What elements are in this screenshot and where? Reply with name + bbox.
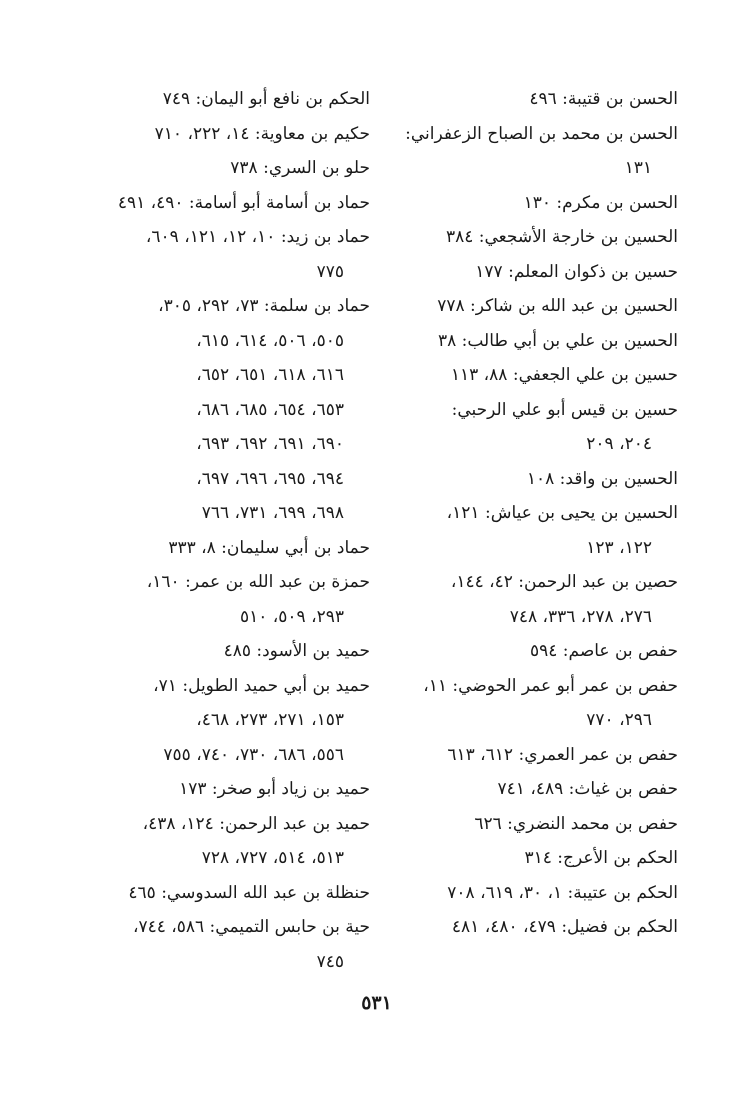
index-entry (398, 186, 678, 221)
entry-continuation: ٦٩٤، ٦٩٥، ٦٩٦، ٦٩٧، (196, 468, 344, 489)
entry-line: حميد بن عبد الرحمن: ١٢٤، ٤٣٨، (142, 813, 370, 834)
index-entry (96, 910, 370, 979)
entry-line: الحسين بن عبد الله بن شاكر: ٧٧٨ (437, 296, 678, 316)
entry-continuation: ٢٧٦، ٢٧٨، ٣٣٦، ٧٤٨ (509, 606, 652, 627)
index-entry (96, 289, 370, 531)
entry-continuation: ١٢٢، ١٢٣ (586, 537, 652, 558)
index-entry (398, 255, 678, 290)
entry-line: الحسن بن محمد بن الصباح الزعفراني: (405, 123, 678, 144)
entry-line: الحكم بن فضيل: ٤٧٩، ٤٨٠، ٤٨١ (451, 917, 678, 937)
index-entry (96, 876, 370, 911)
entry-line: حماد بن أسامة أبو أسامة: ٤٩٠، ٤٩١ (117, 192, 370, 213)
entry-continuation: ٥١٣، ٥١٤، ٧٢٧، ٧٢٨ (201, 848, 344, 868)
entry-continuation: ٢٩٣، ٥٠٩، ٥١٠ (240, 606, 344, 627)
entry-line: حنظلة بن عبد الله السدوسي: ٤٦٥ (128, 882, 370, 903)
entry-line: حصين بن عبد الرحمن: ٤٢، ١٤٤، (450, 572, 678, 592)
entry-line: حميد بن زياد أبو صخر: ١٧٣ (179, 779, 370, 799)
entry-line: حلو بن السري: ٧٣٨ (230, 158, 370, 178)
entry-line: الحكم بن نافع أبو اليمان: ٧٤٩ (162, 89, 370, 109)
index-entry (398, 738, 678, 773)
index-entry (398, 807, 678, 842)
index-entry (398, 358, 678, 393)
entry-line: الحسن بن قتيبة: ٤٩٦ (529, 89, 678, 109)
entry-line: حماد بن سلمة: ٧٣، ٢٩٢، ٣٠٥، (158, 296, 370, 316)
index-entry (398, 82, 678, 117)
entry-line: حفص بن غياث: ٤٨٩، ٧٤١ (497, 779, 678, 799)
entry-line: حسين بن ذكوان المعلم: ١٧٧ (475, 261, 678, 282)
entry-line: حماد بن أبي سليمان: ٨، ٣٣٣ (168, 537, 370, 558)
entry-continuation: ١٥٣، ٢٧١، ٢٧٣، ٤٦٨، (196, 710, 344, 730)
entry-line: حميد بن الأسود: ٤٨٥ (223, 641, 370, 661)
index-column-left (96, 82, 370, 979)
entry-line: حماد بن زيد: ١٠، ١٢، ١٢١، ٦٠٩، (145, 227, 370, 247)
index-entry (96, 82, 370, 117)
entry-continuation: ١٣١ (624, 158, 652, 178)
entry-line: حفص بن عمر أبو عمر الحوضي: ١١، (423, 675, 678, 696)
entry-continuation: ٦٩٠، ٦٩١، ٦٩٢، ٦٩٣، (196, 434, 344, 454)
entry-line: الحسن بن مكرم: ١٣٠ (523, 192, 678, 213)
entry-line: حسين بن قيس أبو علي الرحبي: (451, 399, 678, 420)
index-entry (96, 531, 370, 566)
index-entry (398, 772, 678, 807)
entry-line: حفص بن عاصم: ٥٩٤ (529, 641, 678, 661)
entry-line: حفص بن عمر العمري: ٦١٢، ٦١٣ (447, 744, 678, 765)
index-entry (96, 634, 370, 669)
entry-continuation: ٢٩٦، ٧٧٠ (586, 710, 652, 730)
index-entry (398, 324, 678, 359)
entry-line: الحكم بن الأعرج: ٣١٤ (524, 848, 678, 868)
index-entry (398, 220, 678, 255)
index-entry (398, 634, 678, 669)
entry-line: الحسين بن واقد: ١٠٨ (526, 468, 678, 489)
entry-line: حميد بن أبي حميد الطويل: ٧١، (153, 675, 370, 696)
index-entry (398, 910, 678, 945)
index-column-right (398, 82, 678, 945)
entry-line: الحسين بن يحيى بن عياش: ١٢١، (446, 503, 678, 523)
index-entry (398, 393, 678, 462)
entry-continuation: ٢٠٤، ٢٠٩ (586, 434, 652, 454)
index-entry (96, 807, 370, 876)
entry-line: حفص بن محمد النضري: ٦٢٦ (474, 813, 678, 834)
index-entry (96, 117, 370, 152)
index-entry (96, 151, 370, 186)
entry-line: حكيم بن معاوية: ١٤، ٢٢٢، ٧١٠ (154, 123, 370, 144)
index-entry (398, 565, 678, 634)
index-entry (398, 462, 678, 497)
entry-line: الحسين بن خارجة الأشجعي: ٣٨٤ (445, 227, 678, 247)
index-entry (96, 772, 370, 807)
index-entry (398, 117, 678, 186)
entry-continuation: ٦١٦، ٦١٨، ٦٥١، ٦٥٢، (196, 365, 344, 385)
entry-line: حمزة بن عبد الله بن عمر: ١٦٠، (146, 572, 370, 592)
index-entry (398, 289, 678, 324)
entry-continuation: ٧٧٥ (316, 261, 344, 282)
entry-continuation: ٧٤٥ (316, 951, 344, 972)
index-entry (96, 565, 370, 634)
page-number: ٥٣١ (361, 992, 392, 1014)
entry-continuation: ٥٠٥، ٥٠٦، ٦١٤، ٦١٥، (196, 330, 344, 351)
entry-line: حية بن حابس التميمي: ٥٨٦، ٧٤٤، (132, 917, 370, 937)
index-entry (398, 496, 678, 565)
entry-continuation: ٦٩٨، ٦٩٩، ٧٣١، ٧٦٦ (201, 503, 344, 523)
entry-continuation: ٥٥٦، ٦٨٦، ٧٣٠، ٧٤٠، ٧٥٥ (163, 744, 344, 765)
entry-line: حسين بن علي الجعفي: ٨٨، ١١٣ (450, 365, 678, 385)
index-entry (96, 220, 370, 289)
index-entry (398, 841, 678, 876)
index-entry (398, 669, 678, 738)
entry-line: الحسين بن علي بن أبي طالب: ٣٨ (437, 330, 678, 351)
entry-line: الحكم بن عتيبة: ١، ٣٠، ٦١٩، ٧٠٨ (447, 882, 678, 903)
index-entry (96, 186, 370, 221)
index-entry (96, 669, 370, 773)
index-entry (398, 876, 678, 911)
entry-continuation: ٦٥٣، ٦٥٤، ٦٨٥، ٦٨٦، (196, 399, 344, 420)
